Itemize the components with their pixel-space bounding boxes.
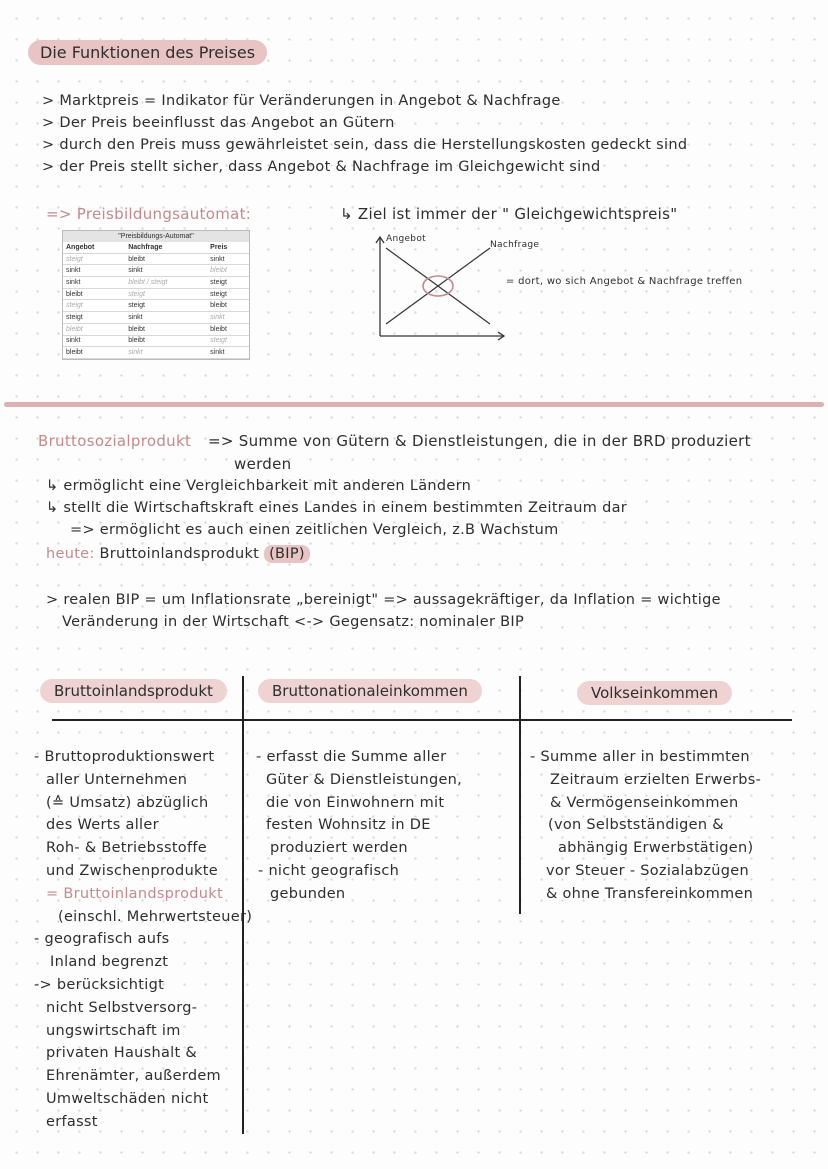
list-item: die von Einwohnern mit	[266, 794, 445, 811]
table-cell: sinkt	[63, 277, 125, 289]
header-angebot: Angebot	[63, 242, 125, 253]
bsp-point: ↳ ermöglicht eine Vergleichbarkeit mit anderen Ländern	[46, 478, 472, 494]
table-row	[63, 347, 249, 359]
table-cell: bleibt	[63, 323, 125, 335]
list-item: - nicht geografisch	[258, 862, 400, 879]
list-item: > durch den Preis muss gewährleistet sein, dass die Herstellungskosten gedeckt sind	[42, 137, 688, 153]
table-header-line	[52, 719, 792, 721]
column-heading-bip: Bruttoinlandsprodukt	[40, 679, 227, 703]
real-bip-line: > realen BIP = um Inflationsrate „bereinigt" => aussagekräftiger, da Inflation = wichtige	[46, 592, 721, 608]
table-cell: steigt	[207, 288, 249, 300]
table-cell: sinkt	[125, 312, 207, 324]
list-item: Umweltschäden nicht	[46, 1090, 209, 1107]
table-cell: bleibt	[125, 323, 207, 335]
equilibrium-note: = dort, wo sich Angebot & Nachfrage treffen	[506, 276, 743, 287]
table-cell: bleibt	[207, 323, 249, 335]
table-cell: steigt	[125, 300, 207, 312]
list-item: > Der Preis beeinflusst das Angebot an Gütern	[42, 115, 395, 131]
table-cell: bleibt	[63, 288, 125, 300]
list-item: > der Preis stellt sicher, dass Angebot & Nachfrage im Gleichgewicht sind	[42, 159, 601, 175]
bsp-term: Bruttosozialprodukt	[38, 432, 192, 450]
bsp-point: ↳ stellt die Wirtschaftskraft eines Landes in einem bestimmten Zeitraum dar	[46, 500, 628, 516]
list-item: & ohne Transfereinkommen	[546, 885, 754, 902]
table-row	[63, 312, 249, 324]
column-heading-bne: Bruttonationaleinkommen	[258, 679, 482, 703]
table-cell: steigt	[207, 335, 249, 347]
today-text: Bruttoinlandsprodukt	[99, 546, 260, 562]
table-cell: sinkt	[125, 347, 207, 359]
list-item: -> berücksichtigt	[34, 976, 165, 993]
table-row	[63, 323, 249, 335]
bsp-definition: => Summe von Gütern & Dienstleistungen, die in der BRD produziert	[208, 432, 751, 450]
table-row	[63, 300, 249, 312]
column-divider	[519, 676, 521, 914]
list-item: abhängig Erwerbstätigen)	[558, 840, 754, 857]
table-cell: sinkt	[125, 265, 207, 277]
column-heading-volkseinkommen: Volkseinkommen	[577, 681, 732, 705]
list-item: - Summe aller in bestimmten	[530, 749, 750, 765]
table-title: "Preisbildungs-Automat"	[63, 231, 249, 242]
list-item: & Vermögenseinkommen	[550, 794, 739, 811]
table-row	[63, 265, 249, 277]
list-item: Roh- & Betriebsstoffe	[46, 840, 208, 857]
table-cell: bleibt	[63, 347, 125, 359]
column-bip-text	[34, 746, 252, 1134]
table-header-row	[63, 242, 249, 253]
list-item: - geografisch aufs	[34, 931, 170, 948]
header-nachfrage: Nachfrage	[125, 242, 207, 253]
table-cell: bleibt	[125, 335, 207, 347]
today-abbr: (BIP)	[264, 545, 310, 563]
table-cell: bleibt	[125, 253, 207, 265]
list-item: und Zwischenprodukte	[46, 862, 218, 879]
table-cell: steigt	[63, 253, 125, 265]
table-cell: bleibt / steigt	[125, 277, 207, 289]
bsp-definition-cont: werden	[234, 455, 292, 473]
list-item: des Werts aller	[46, 817, 159, 834]
table-cell: sinkt	[207, 347, 249, 359]
table-cell: sinkt	[63, 265, 125, 277]
column-bne-text	[256, 746, 462, 906]
table-row	[63, 253, 249, 265]
list-item: = Bruttoinlandsprodukt	[46, 885, 223, 902]
column-volkseinkommen-text	[530, 746, 761, 906]
supply-label: Angebot	[386, 234, 426, 244]
table-cell: sinkt	[207, 253, 249, 265]
list-item: vor Steuer - Sozialabzügen	[546, 862, 749, 879]
list-item: Ehrenämter, außerdem	[46, 1068, 221, 1085]
section-divider	[4, 402, 824, 407]
table-cell: steigt	[125, 288, 207, 300]
preisbildungsautomat-table	[62, 230, 250, 360]
bsp-point: => ermöglicht es auch einen zeitlichen Vergleich, z.B Wachstum	[70, 522, 559, 538]
header-preis: Preis	[207, 242, 249, 253]
equilibrium-goal: ↳ Ziel ist immer der " Gleichgewichtspreis"	[340, 205, 678, 223]
price-functions-list	[42, 90, 687, 178]
list-item: aller Unternehmen	[46, 771, 188, 788]
table-cell: bleibt	[207, 265, 249, 277]
list-item: gebunden	[270, 885, 346, 902]
list-item: privaten Haushalt &	[46, 1045, 198, 1062]
table-row	[63, 335, 249, 347]
table-cell: sinkt	[207, 312, 249, 324]
list-item: (einschl. Mehrwertsteuer)	[58, 908, 253, 925]
list-item: Güter & Dienstleistungen,	[266, 771, 463, 788]
page-title: Die Funktionen des Preises	[28, 40, 267, 65]
automat-label: => Preisbildungsautomat:	[46, 205, 252, 223]
list-item: - erfasst die Summe aller	[256, 749, 447, 765]
list-item: > Marktpreis = Indikator für Veränderungen in Angebot & Nachfrage	[42, 93, 561, 109]
list-item: (von Selbstständigen &	[548, 817, 724, 834]
table-cell: steigt	[63, 312, 125, 324]
table-cell: steigt	[207, 277, 249, 289]
list-item: festen Wohnsitz in DE	[266, 817, 431, 834]
list-item: erfasst	[46, 1113, 98, 1130]
table-cell: bleibt	[207, 300, 249, 312]
table-cell: sinkt	[63, 335, 125, 347]
table-cell: steigt	[63, 300, 125, 312]
list-item: - Bruttoproduktionswert	[34, 749, 215, 765]
list-item: nicht Selbstversorg-	[46, 999, 198, 1016]
demand-label: Nachfrage	[490, 240, 540, 250]
list-item: Zeitraum erzielten Erwerbs-	[550, 771, 762, 788]
today-line	[46, 546, 310, 562]
list-item: ungswirtschaft im	[46, 1022, 181, 1039]
list-item: Inland begrenzt	[50, 954, 169, 971]
list-item: (≙ Umsatz) abzüglich	[46, 794, 209, 811]
list-item: produziert werden	[270, 840, 408, 857]
today-label: heute:	[46, 546, 95, 562]
real-bip-line-cont: Veränderung in der Wirtschaft <-> Gegensatz: nominaler BIP	[62, 614, 525, 630]
table-row	[63, 288, 249, 300]
table-row	[63, 277, 249, 289]
